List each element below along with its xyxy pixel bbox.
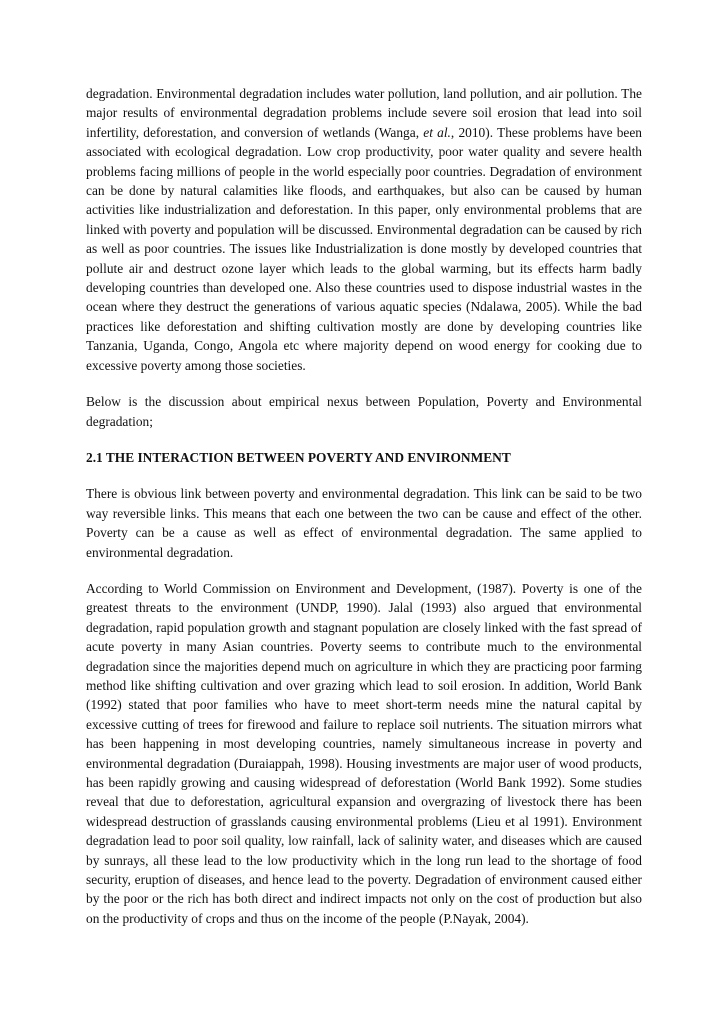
section-heading: 2.1 THE INTERACTION BETWEEN POVERTY AND ENVIRONMENT [86, 449, 511, 465]
paragraph-text: degradation. Environmental degradation includes water pollution, land pollution, and air pollution. The major results of environmental degradation problems include severe soil erosion that lead into soil infertility, deforestation, and conversion of wetlands (Wanga, [86, 86, 642, 140]
italic-citation: et al. [423, 124, 451, 140]
paragraph-poverty-link: There is obvious link between poverty and environmental degradation. This link can be said to be two way reversible links. This means that each one between the two can be cause and effect of the other. Poverty can be a cause as well as effect of environmental degradation. The same applied to environmental degradation. [86, 486, 642, 560]
paragraph-text: , 2010). These problems have been associated with ecological degradation. Low crop productivity, poor water quality and severe health problems facing millions of people in the world especially poor countries. Degradation of environment can be done by natural calamities like floods, and earthquakes, but also can be caused by human activities like industrialization and deforestation. In this paper, only environmental problems that are linked with poverty and population will be discussed. Environmental degradation can be caused by rich as well as poor countries. The issues like Industrialization is done mostly by developed countries that pollute air and destruct ozone layer which leads to the global warming, but its effects harm badly developing countries than developed one. Also these countries used to dispose industrial wastes in the ocean where they destruct the generations of various aquatic species (Ndalawa, 2005). While the bad practices like deforestation and shifting cultivation mostly are done by developing countries like Tanzania, Uganda, Congo, Angola etc where majority depend on wood energy for cooking due to excessive poverty among those societies. [86, 124, 643, 373]
paragraph-environmental-degradation [86, 84, 642, 375]
paragraph-discussion-intro: Below is the discussion about empirical nexus between Population, Poverty and Environmental degradation; [86, 394, 642, 429]
paragraph-world-commission: According to World Commission on Environment and Development, (1987). Poverty is one of the greatest threats to the environment (UNDP, 1990). Jalal (1993) also argued that environmental degradation, rapid population growth and stagnant population are closely linked with the fast spread of acute poverty in many Asian countries. Poverty seems to contribute much to the environmental degradation since the majorities depend much on agriculture in which they are practicing poor farming method like shifting cultivation and over grazing which lead to soil erosion. In addition, World Bank (1992) stated that poor families who have to meet short-term needs mine the natural capital by excessive cutting of trees for firewood and failure to replace soil nutrients. The situation mirrors what has been happening in most developing countries, namely simultaneous increase in poverty and environmental degradation (Duraiappah, 1998). Housing investments are major user of wood products, has been rapidly growing and causing widespread of deforestation (World Bank 1992). Some studies reveal that due to deforestation, agricultural expansion and overgrazing of livestock there has been widespread destruction of grasslands causing environmental problems (Lieu et al 1991). Environment degradation lead to poor soil quality, low rainfall, lack of salinity water, and diseases which are caused by sunrays, all these lead to the low productivity which in the long run lead to the shortage of food security, eruption of diseases, and hence lead to the poverty. Degradation of environment caused either by the poor or the rich has both direct and indirect impacts not only on the cost of production but also on the productivity of crops and thus on the income of the people (P.Nayak, 2004). [86, 580, 642, 926]
document-page [86, 84, 642, 945]
